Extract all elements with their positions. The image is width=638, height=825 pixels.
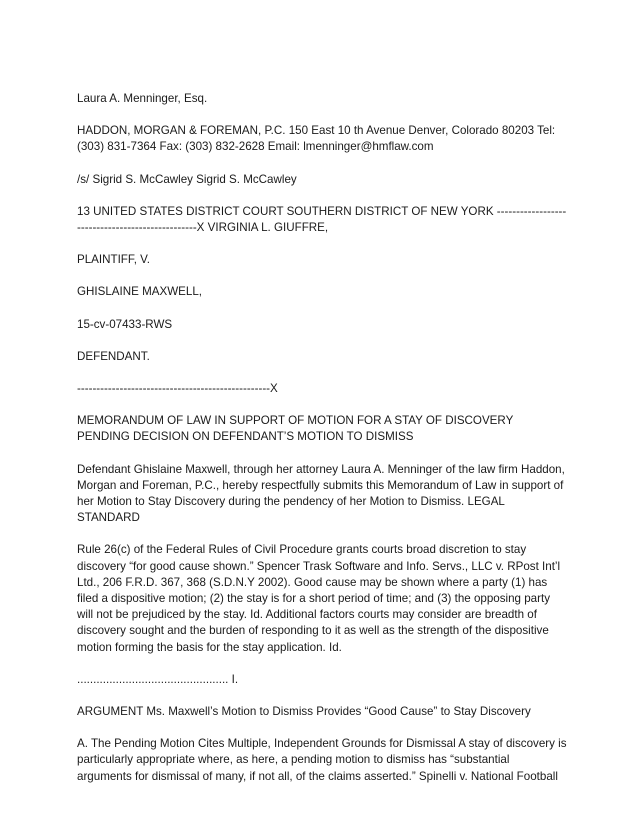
argument-heading: ARGUMENT Ms. Maxwell’s Motion to Dismiss Provides “Good Cause” to Stay Discovery (77, 705, 531, 719)
defendant-label: DEFENDANT. (77, 349, 150, 363)
defendant-name: GHISLAINE MAXWELL, (77, 285, 202, 299)
document-page (77, 91, 567, 800)
memorandum-title: MEMORANDUM OF LAW IN SUPPORT OF MOTION FOR A STAY OF DISCOVERY PENDING DECISION ON DEFENDANT’S MOTION TO DISMISS (77, 414, 514, 444)
court-caption: 13 UNITED STATES DISTRICT COURT SOUTHERN DISTRICT OF NEW YORK -------------------------------------------------X VIRGINIA L. GIUFFRE, (77, 204, 567, 235)
argument-a-paragraph: A. The Pending Motion Cites Multiple, Independent Grounds for Dismissal A stay of discovery is particularly appropriate where, as here, a pending motion to dismiss has “substantial arguments for dismissal of many, if not all, of the claims asserted.” Spinelli v. National Football (77, 737, 567, 783)
case-number: 15-cv-07433-RWS (77, 317, 173, 331)
attorney-name: Laura A. Menninger, Esq. (77, 92, 208, 105)
caption-divider: --------------------------------------------------X (77, 382, 278, 396)
plaintiff-label: PLAINTIFF, V. (77, 253, 151, 267)
intro-paragraph: Defendant Ghislaine Maxwell, through her attorney Laura A. Menninger of the law firm Haddon, Morgan and Foreman, P.C., hereby respectfully submits this Memorandum of Law in support of her Motion to Stay Discovery during the pendency of her Motion to Dismiss. LEGAL STANDARD (77, 462, 565, 525)
signature-line: /s/ Sigrid S. McCawley Sigrid S. McCawley (77, 172, 297, 186)
rule-26c-paragraph: Rule 26(c) of the Federal Rules of Civil Procedure grants courts broad discretion to stay discovery “for good cause shown.” Spencer Trask Software and Info. Servs., LLC v. RPost Int’l Ltd., 206 F.R.D. 367, 368 (S.D.N.Y 2002). Good cause may be shown where a party (1) has filed a dispositive motion; (2) the stay is for a short period of time; and (3) the opposing party will not be prejudiced by the stay. Id. Additional factors courts may consider are breadth of discovery sought and the burden of responding to it as well as the strength of the dispositive motion forming the basis for the stay application. Id. (77, 543, 561, 654)
section-leader: ............................................... I. (77, 672, 239, 686)
firm-contact-block: HADDON, MORGAN & FOREMAN, P.C. 150 East 10 th Avenue Denver, Colorado 80203 Tel: (303) 831-7364 Fax: (303) 832-2628 Email: lmenninger@hmflaw.com (77, 124, 556, 154)
